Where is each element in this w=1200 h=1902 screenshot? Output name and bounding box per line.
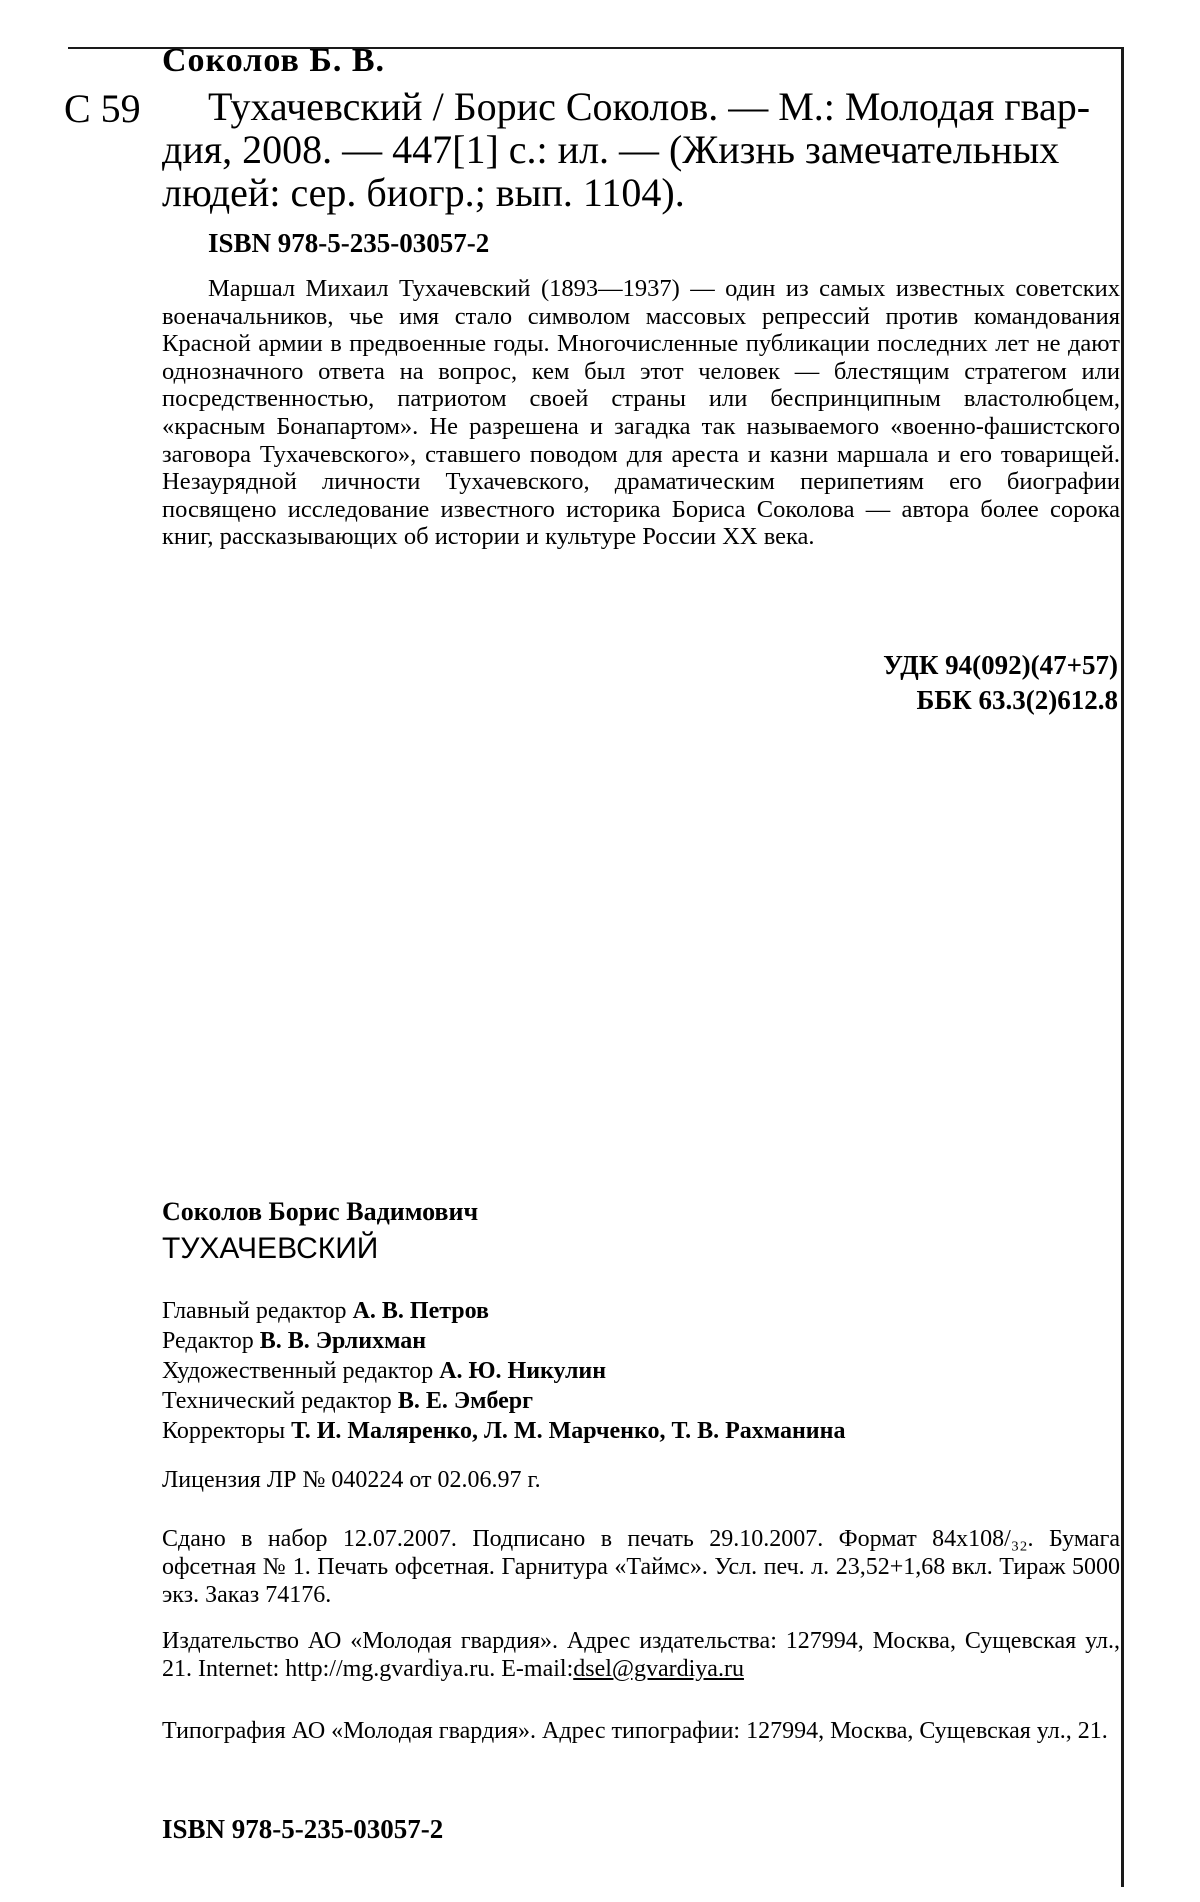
bib-line: людей: сер. биогр.; вып. 1104). <box>162 171 1120 214</box>
bib-line: Тухачевский / Борис Соколов. — М.: Молодая гвар- <box>162 85 1120 128</box>
staff-line <box>162 1386 845 1416</box>
staff-line <box>162 1326 845 1356</box>
license-line: Лицензия ЛР № 040224 от 02.06.97 г. <box>162 1467 541 1494</box>
imprint-title: ТУХАЧЕВСКИЙ <box>162 1232 378 1266</box>
staff-name: А. Ю. Никулин <box>439 1358 606 1384</box>
publisher-text: Издательство АО «Молодая гвардия». Адрес издательства: 127994, Москва, Сущевская ул., 21. Internet: http://mg.gvardiya.ru. E-mail: <box>162 1628 1120 1682</box>
bibliographic-record <box>162 85 1120 214</box>
staff-line <box>162 1416 845 1446</box>
isbn-catalog: ISBN 978-5-235-03057-2 <box>208 228 489 259</box>
isbn-imprint: ISBN 978-5-235-03057-2 <box>162 1814 443 1845</box>
bbk-index: ББК 63.3(2)612.8 <box>883 683 1118 718</box>
bib-line: дия, 2008. — 447[1] с.: ил. — (Жизнь замечательных <box>162 128 1120 171</box>
editorial-staff <box>162 1296 845 1446</box>
publisher-info <box>162 1627 1120 1683</box>
print-details: Сдано в набор 12.07.2007. Подписано в печать 29.10.2007. Формат 84x108/₃₂. Бумага офсетная № 1. Печать офсетная. Гарнитура «Таймс». Усл. печ. л. 23,52+1,68 вкл. Тираж 5000 экз. Заказ 74176. <box>162 1525 1120 1609</box>
staff-role: Технический редактор <box>162 1388 392 1414</box>
catalog-author: Соколов Б. В. <box>162 42 385 80</box>
imprint-author: Соколов Борис Вадимович <box>162 1197 478 1227</box>
staff-name: А. В. Петров <box>353 1298 489 1324</box>
staff-role: Художественный редактор <box>162 1358 433 1384</box>
staff-role: Главный редактор <box>162 1298 347 1324</box>
udk-index: УДК 94(092)(47+57) <box>883 648 1118 683</box>
publisher-email-link[interactable]: dsel@gvardiya.ru <box>573 1656 744 1682</box>
staff-name: Т. И. Маляренко, Л. М. Марченко, Т. В. Рахманина <box>291 1418 845 1444</box>
staff-line <box>162 1296 845 1326</box>
annotation-paragraph: Маршал Михаил Тухачевский (1893—1937) — один из самых известных советских военачальников, чье имя стало символом массовых репрессий против командования Красной армии в предвоенные годы. Многочисленные публикации последних лет не дают однозначного ответа на вопрос, кем был этот человек — блестящим стратегом или посредственностью, патриотом своей страны или беспринципным властолюбцем, «красным Бонапартом». Не разрешена и загадка так называемого «военно-фашистского заговора Тухачевского», ставшего поводом для ареста и казни маршала и его товарищей. Незаурядной личности Тухачевского, драматическим перипетиям его биографии посвящено исследование известного историка Бориса Соколова — автора более сорока книг, рассказывающих об истории и культуре России XX века. <box>162 275 1120 551</box>
staff-line <box>162 1356 845 1386</box>
staff-name: В. Е. Эмберг <box>398 1388 533 1414</box>
staff-role: Редактор <box>162 1328 254 1354</box>
staff-role: Корректоры <box>162 1418 285 1444</box>
classification-code: С 59 <box>64 85 141 132</box>
frame-right-rule <box>1121 47 1124 1887</box>
printshop-info: Типография АО «Молодая гвардия». Адрес типографии: 127994, Москва, Сущевская ул., 21. <box>162 1717 1120 1745</box>
staff-name: В. В. Эрлихман <box>260 1328 426 1354</box>
classification-indices <box>883 648 1118 718</box>
